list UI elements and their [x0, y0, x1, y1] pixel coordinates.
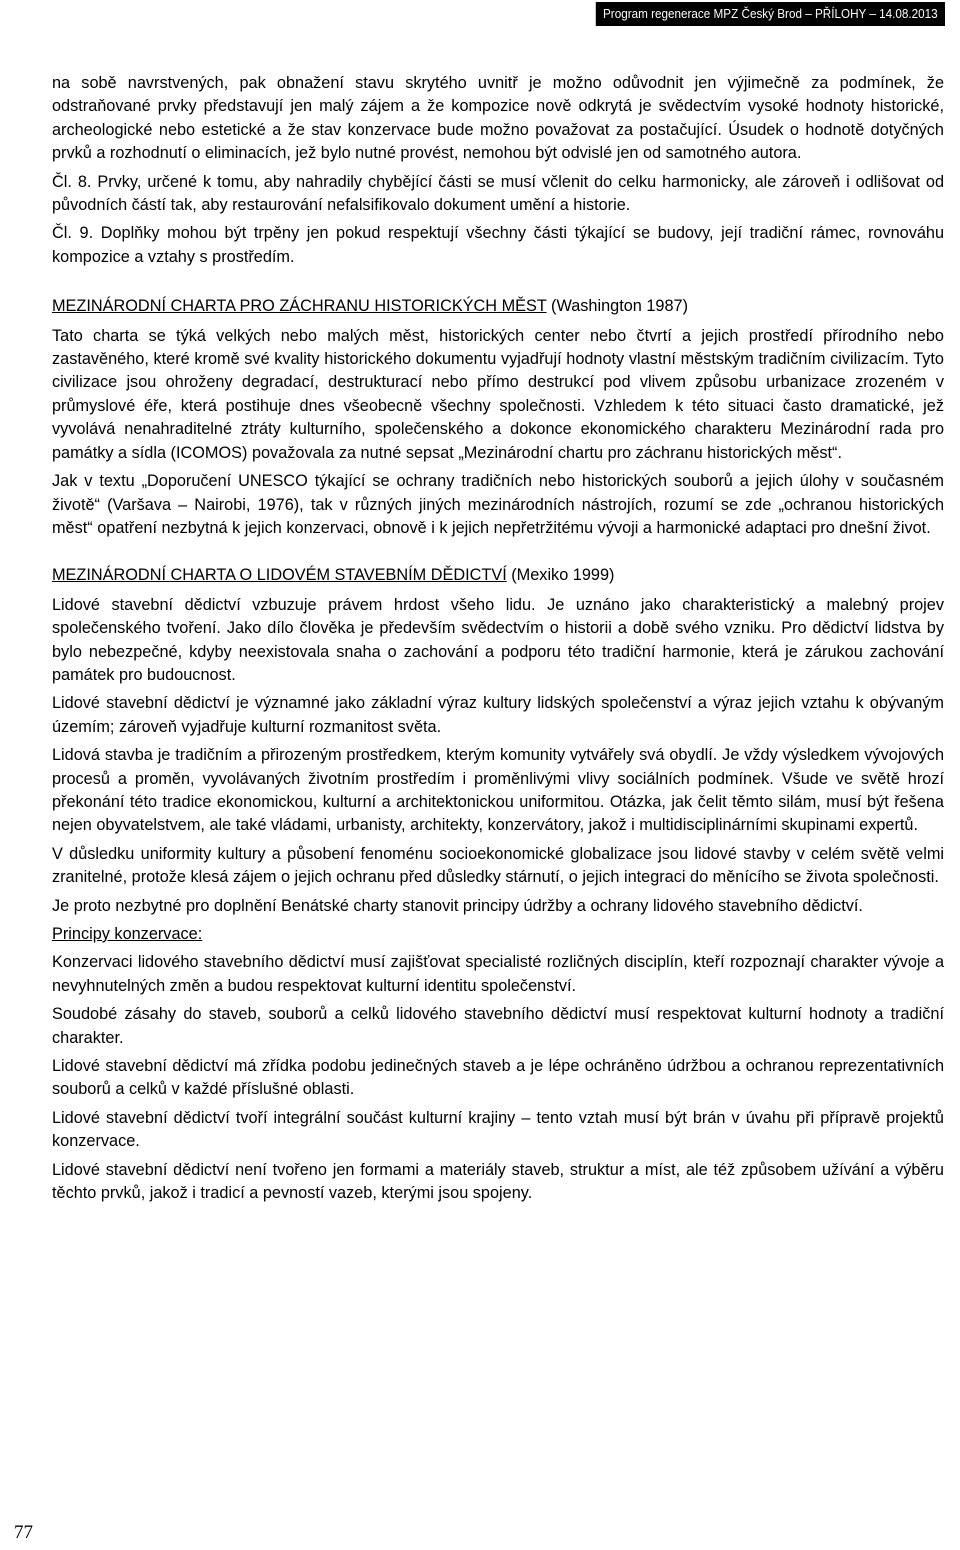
mexiko-charter-title [52, 564, 944, 587]
mexiko-paragraph-4: V důsledku uniformity kultury a působení fenoménu socioekonomické globalizace jsou lidové stavby v celém světě velmi zranitelné, protože klesá zájem o jejich ochranu před důsledky stárnutí, o jejich integraci do měnícího se života společnosti. [52, 844, 944, 887]
intro-article-8: Čl. 8. Prvky, určené k tomu, aby nahradily chybějící části se musí včlenit do celku harmonicky, ale zároveň i odlišovat od původních částí tak, aby restaurování nefalsifikovalo dokument umění a historie. [52, 172, 944, 215]
principles-heading-text: Principy konzervace: [52, 925, 203, 943]
page-header [0, 2, 945, 26]
header-text: Program regenerace MPZ Český Brod – PŘÍLOHY – 14.08.2013 [596, 2, 945, 26]
washington-title-main: MEZINÁRODNÍ CHARTA PRO ZÁCHRANU HISTORICKÝCH MĚST [52, 297, 547, 316]
principles-heading [52, 923, 944, 946]
page-number: 77 [14, 1522, 33, 1543]
principle-2: Soudobé zásahy do staveb, souborů a celků lidového stavebního dědictví musí respektovat kulturní hodnoty a tradiční charakter. [52, 1005, 944, 1047]
principle-5: Lidové stavební dědictví není tvořeno jen formami a materiály staveb, struktur a míst, ale též způsobem užívání a výběru těchto prvků, jakož i tradicí a pevností vazeb, kterými jsou spojeny. [52, 1160, 944, 1203]
mexiko-paragraph-3: Lidová stavba je tradičním a přirozeným prostředkem, kterým komunity vytvářely svá obydlí. Je vždy výsledkem vývojových procesů a proměn, vyvolávaných životním prostředím i proměnlivými vlivy sociálních podmínek. Všude ve světě hrozí překonání této tradice ekonomickou, kulturní a architektonickou uniformitou. Otázka, jak čelit těmto silám, musí být řešena nejen obyvatelstvem, ale také vládami, urbanisty, architekty, konzervátory, jakož i multidisciplinárními skupinami expertů. [52, 746, 944, 835]
mexiko-paragraph-5: Je proto nezbytné pro doplnění Benátské charty stanovit principy údržby a ochrany lidového stavebního dědictví. [52, 896, 863, 915]
principle-3: Lidové stavební dědictví má zřídka podobu jedinečných staveb a je lépe ochráněno údržbou a ochranou reprezentativních souborů a celků v každé příslušné oblasti. [52, 1057, 944, 1099]
mexiko-paragraph-2: Lidové stavební dědictví je významné jako základní výraz kultury lidských společenství a výraz jejich vztahu k obývaným územím; zároveň vyjadřuje kulturní rozmanitost světa. [52, 694, 944, 736]
intro-paragraph-1: na sobě navrstvených, pak obnažení stavu skrytého uvnitř je možno odůvodnit jen výjimečně za podmínek, že odstraňované prvky představují jen malý zájem a že kompozice nově odkrytá je svědectvím vysoké hodnoty historické, archeologické nebo estetické a že stav konzervace bude možno považovat za postačující. Úsudek o hodnotě dotyčných prvků a rozhodnutí o eliminacích, jež bylo nutné provést, nemohou být odvislé jen od samotného autora. [52, 74, 944, 163]
washington-charter-title [52, 295, 944, 318]
principle-4: Lidové stavební dědictví tvoří integrální součást kulturní krajiny – tento vztah musí být brán v úvahu při přípravě projektů konzervace. [52, 1108, 944, 1151]
mexiko-title-main: MEZINÁRODNÍ CHARTA O LIDOVÉM STAVEBNÍM DĚDICTVÍ [52, 566, 507, 585]
intro-article-9: Čl. 9. Doplňky mohou být trpěny jen pokud respektují všechny části týkající se budovy, její tradiční rámec, rovnováhu kompozice a vztahy s prostředím. [52, 224, 944, 266]
washington-paragraph-1: Tato charta se týká velkých nebo malých měst, historických center nebo čtvrtí a jejich prostředí přírodního nebo zastavěného, které kromě své kvality historického dokumentu vyjadřují hodnoty vlastní městským tradičním civilizacím. Tyto civilizace jsou ohroženy degradací, destrukturací nebo přímo destrukcí pod vlivem způsobu urbanizace zrozeném v průmyslové éře, která postihuje dnes všeobecně všechny společnosti. Vzhledem k této situaci často dramatické, jež vyvolává nenahraditelné ztráty kulturního, společenského a dokonce ekonomického charakteru Mezinárodní rada pro památky a sídla (ICOMOS) považovala za nutné sepsat „Mezinárodní chartu pro záchranu historických měst“. [52, 326, 944, 462]
mexiko-title-suffix: (Mexiko 1999) [506, 566, 615, 585]
principle-1: Konzervaci lidového stavebního dědictví musí zajišťovat specialisté rozličných disciplín, kteří rozpoznají charakter vývoje a nevyhnutelných změn a budou respektovat kulturní identitu společenství. [52, 953, 944, 995]
document-body [52, 72, 944, 1210]
washington-paragraph-2: Jak v textu „Doporučení UNESCO týkající se ochrany tradičních nebo historických souborů a jejich úlohy v současném životě“ (Varšava – Nairobi, 1976), tak v různých jiných mezinárodních nástrojích, rozumí se zde „ochranou historických měst“ opatření nezbytná k jejich konzervaci, obnově i k jejich nepřetržitému vývoji a harmonické adaptaci pro dnešní život. [52, 472, 944, 537]
mexiko-paragraph-1: Lidové stavební dědictví vzbuzuje právem hrdost všeho lidu. Je uznáno jako charakteristický a malebný projev společenského tvoření. Jako dílo člověka je především svědectvím o historii a době svého vzniku. Pro dědictví lidstva by bylo nebezpečné, kdyby neexistovala snaha o zachování a podporu této tradiční harmonie, která je zárukou zachování památek pro budoucnost. [52, 595, 944, 684]
washington-title-suffix: (Washington 1987) [546, 297, 689, 316]
